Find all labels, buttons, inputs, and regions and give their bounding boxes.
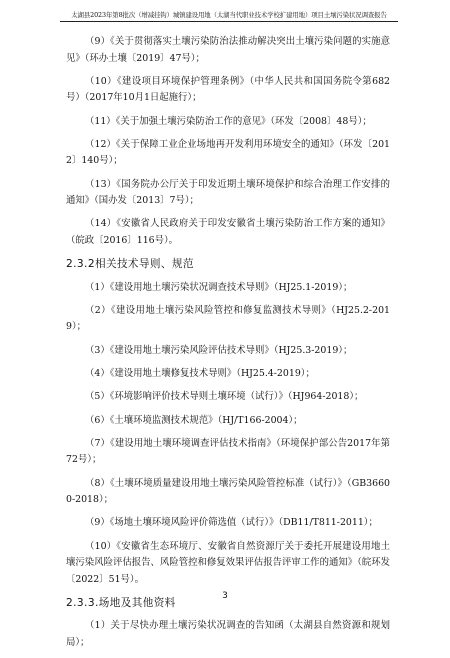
standard-item-8: （8）《土壤环境质量建设用地土壤污染风险管控标准（试行）》（GB36600-2018）； bbox=[66, 477, 390, 506]
standard-item-6: （6）《土壤环境监测技术规范》（HJ/T166-2004）； bbox=[85, 414, 303, 426]
standard-item-3: （3）《建设用地土壤污染风险评估技术导则》（HJ25.3-2019）； bbox=[85, 344, 353, 356]
standard-item-5: （5）《环境影响评价技术导则土壤环境（试行）》（HJ964-2018）； bbox=[85, 391, 364, 403]
page-number: 3 bbox=[222, 591, 228, 601]
standard-item-10: （10）《安徽省生态环境厅、安徽省自然资源厅关于委托开展建设用地土壤污染风险评估报告、风险管控和修复效果评估报告评审工作的通知》（皖环发〔2022〕51号）。 bbox=[66, 540, 390, 585]
site-material-item-1: （1）关于尽快办理土壤污染状况调查的告知函（太湖县自然资源和规划局）； bbox=[66, 620, 390, 648]
list-item-12-notice: （12）《关于保障工业企业场地再开发利用环境安全的通知》（环发〔2012〕140号）； bbox=[66, 138, 390, 167]
standard-item-1: （1）《建设用地土壤污染状况调查技术导则》（HJ25.1-2019）； bbox=[85, 281, 353, 293]
list-item-14-anhui-notice: （14）《安徽省人民政府关于印发安徽省土壤污染防治工作方案的通知》（皖政〔2016〕116号）。 bbox=[66, 218, 390, 246]
list-item-11-opinion: （11）《关于加强土壤污染防治工作的意见》（环发〔2008〕48号）； bbox=[85, 115, 372, 127]
list-item-10-regulation: （10）《建设项目环境保护管理条例》（中华人民共和国国务院令第682号）（2017年10月1日起施行）； bbox=[66, 75, 390, 104]
header-divider bbox=[60, 21, 398, 22]
page-content bbox=[66, 34, 390, 658]
standard-item-9: （9）《场地土壤环境风险评价筛选值（试行）》（DB11/T811-2011）； bbox=[85, 517, 378, 529]
standard-item-4: （4）《建设用地土壤修复技术导则》（HJ25.4-2019）； bbox=[85, 367, 315, 379]
section-heading-2-3-2: 2.3.2相关技术导则、规范 bbox=[66, 258, 194, 271]
standard-item-2: （2）《建设用地土壤污染风险管控和修复监测技术导则》（HJ25.2-2019）； bbox=[66, 304, 390, 333]
list-item-13-state-council-notice: （13）《国务院办公厅关于印发近期土壤环境保护和综合治理工作安排的通知》（国办发〔2013〕7号）； bbox=[66, 178, 390, 207]
section-heading-2-3-3: 2.3.3.场地及其他资料 bbox=[66, 597, 176, 610]
standard-item-7: （7）《建设用地土壤环境调查评估技术指南》（环境保护部公告2017年第72号）； bbox=[66, 437, 390, 466]
list-item-9-implementation-opinion: （9）《关于贯彻落实土壤污染防治法推动解决突出土壤污染问题的实施意见》（环办土壤〔2019〕47号）； bbox=[66, 36, 390, 64]
page-header: 太湖县2023年第8批次（增减挂钩）城镇建设用地（太湖当代职业技术学校扩建用地）项目土壤污染状况调查报告 bbox=[71, 11, 387, 19]
